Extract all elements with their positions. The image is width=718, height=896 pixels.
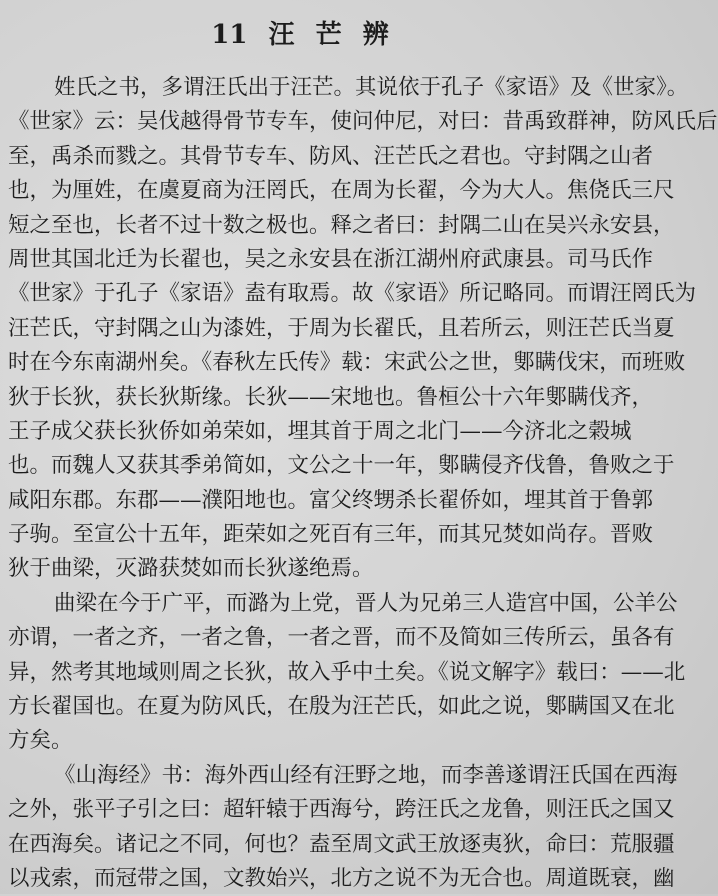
text-line: 亦谓，一者之齐，一者之鲁，一者之晋，而不及简如三传所云，虽各有: [8, 625, 675, 651]
text-line: 异，然考其地域则周之长狄，故入乎中土矣。《说文解字》载曰：——北: [8, 659, 686, 685]
text-line: 周世其国北迁为长翟也，吴之永安县在浙江湖州府武康县。司马氏作: [8, 246, 654, 272]
text-line: 方长翟国也。在夏为防风氏，在殷为汪芒氏，如此之说，鄋瞒国又在北: [8, 694, 675, 720]
text-line: 《世家》于孔子《家语》盍有取焉。故《家语》所记略同。而谓汪罔氏为: [8, 281, 697, 307]
text-line: 方矣。: [8, 728, 73, 754]
text-line: 狄于长狄，获长狄斯缘。长狄——宋地也。鲁桓公十六年鄋瞒伐齐，: [8, 384, 654, 410]
title-char: 辨: [362, 20, 389, 50]
text-line: 之外，张平子引之曰：超轩辕于西海兮，跨汪氏之龙鲁，则汪氏之国又: [8, 797, 675, 823]
text-line: 《山海经》书：海外西山经有汪野之地，而李善遂谓汪氏国在西海: [54, 762, 678, 788]
text-line: 也。而魏人又获其季弟简如，文公之十一年，鄋瞒侵齐伐鲁，鲁败之于: [8, 453, 675, 479]
chapter-number: 11: [211, 20, 248, 50]
body-text: [8, 71, 718, 896]
text-line: 短之至也，长者不过十数之极也。释之者曰：封隅二山在吴兴永安县，: [8, 212, 675, 238]
text-line: 时在今东南湖州矣。《春秋左氏传》载：宋武公之世，鄋瞒伐宋，而班败: [8, 350, 686, 376]
text-line: 汪芒氏，守封隅之山为漆姓，于周为长翟氏，且若所云，则汪芒氏当夏: [8, 315, 675, 341]
text-line: 在西海矣。诸记之不同，何也？盍至周文武王放逐夷狄，命曰：荒服疆: [8, 831, 675, 857]
title-char: 芒: [315, 20, 342, 50]
paragraph: [8, 759, 678, 896]
text-line: 以戎索，而冠带之国，文教始兴，北方之说不为无合也。周道既衰，幽: [8, 865, 675, 891]
text-line: 姓氏之书，多谓汪氏出于汪芒。其说依于孔子《家语》及《世家》。: [54, 75, 689, 100]
title-char: 汪: [268, 20, 295, 50]
paragraph: [8, 71, 718, 587]
text-line: 咸阳东郡。东郡——濮阳地也。富父终甥杀长翟侨如，埋其首于鲁郭: [8, 487, 654, 513]
chapter-title: [0, 14, 600, 51]
text-line: 也，为厘姓，在虞夏商为汪罔氏，在周为长翟，今为大人。焦侥氏三尺: [8, 178, 675, 204]
text-line: 狄于曲梁，灭潞获焚如而长狄遂绝焉。: [8, 556, 374, 582]
paragraph: [8, 587, 686, 759]
text-line: 曲梁在今于广平，而潞为上党，晋人为兄弟三人造宫中国，公羊公: [54, 590, 678, 616]
text-line: 《世家》云：吴伐越得骨节专车，使问仲尼，对曰：昔禹致群神，防风氏后: [8, 109, 718, 135]
text-line: 至，禹杀而戮之。其骨节专车、防风、汪芒氏之君也。守封隅之山者: [8, 143, 654, 169]
text-line: 王子成父获长狄侨如弟荣如，埋其首于周之北门——今济北之榖城: [8, 418, 632, 444]
text-line: 子驹。至宣公十五年，距荣如之死百有三年，而其兄焚如尚存。晋败: [8, 522, 654, 548]
